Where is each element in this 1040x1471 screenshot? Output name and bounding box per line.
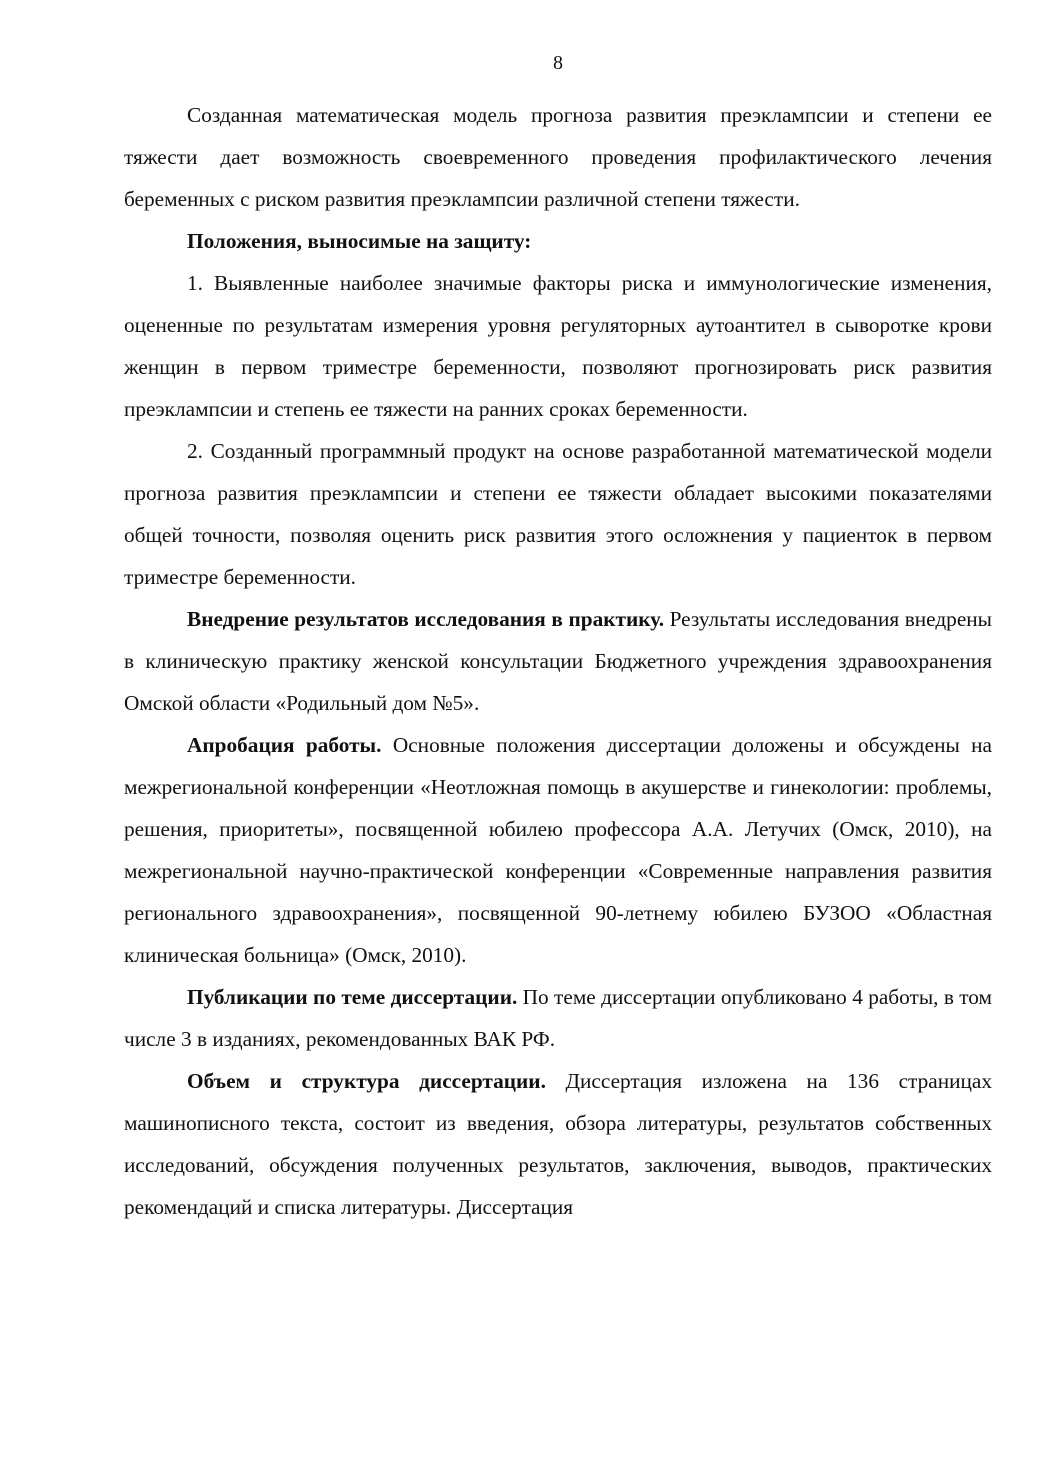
implementation-heading: Внедрение результатов исследования в практику. xyxy=(187,607,665,631)
document-body xyxy=(124,94,992,1228)
paragraph-publications xyxy=(124,976,992,1060)
approbation-heading: Апробация работы. xyxy=(187,733,382,757)
paragraph-structure xyxy=(124,1060,992,1228)
publications-text: По теме диссертации опубликовано 4 работы, в том числе 3 в изданиях, рекомендованных ВАК РФ. xyxy=(124,985,992,1051)
implementation-text: Результаты исследования внедрены в клиническую практику женской консультации Бюджетного учреждения здравоохранения Омской области «Родильный дом №5». xyxy=(124,607,992,715)
approbation-text: Основные положения диссертации доложены и обсуждены на межрегиональной конференции «Неотложная помощь в акушерстве и гинекологии: проблемы, решения, приоритеты», посвященной юбилею профессора А.А. Летучих (Омск, 2010), на межрегиональной научно-практической конференции «Современные направления развития регионального здравоохранения», посвященной 90-летнему юбилею БУЗОО «Областная клиническая больница» (Омск, 2010). xyxy=(124,733,992,967)
page-number: 8 xyxy=(553,52,563,74)
paragraph-approbation xyxy=(124,724,992,976)
paragraph-defense-point-1: 1. Выявленные наиболее значимые факторы риска и иммунологические изменения, оцененные по результатам измерения уровня регуляторных аутоантител в сыворотке крови женщин в первом триместре беременности, позволяют прогнозировать риск развития преэклампсии и степень ее тяжести на ранних сроках беременности. xyxy=(124,271,992,421)
structure-text: Диссертация изложена на 136 страницах машинописного текста, состоит из введения, обзора литературы, результатов собственных исследований, обсуждения полученных результатов, заключения, выводов, практических рекомендаций и списка литературы. Диссертация xyxy=(124,1069,992,1219)
heading-text: Положения, выносимые на защиту: xyxy=(187,229,532,253)
paragraph-defense-point-2: 2. Созданный программный продукт на основе разработанной математической модели прогноза развития преэклампсии и степени ее тяжести обладает высокими показателями общей точности, позволяя оценить риск развития этого осложнения у пациенток в первом триместре беременности. xyxy=(124,439,992,589)
paragraph-model-summary: Созданная математическая модель прогноза развития преэклампсии и степени ее тяжести дает возможность своевременного проведения профилактического лечения беременных с риском развития преэклампсии различной степени тяжести. xyxy=(124,103,992,211)
publications-heading: Публикации по теме диссертации. xyxy=(187,985,518,1009)
section-heading-defense-points xyxy=(124,220,992,262)
structure-heading: Объем и структура диссертации. xyxy=(187,1069,546,1093)
paragraph-implementation xyxy=(124,598,992,724)
